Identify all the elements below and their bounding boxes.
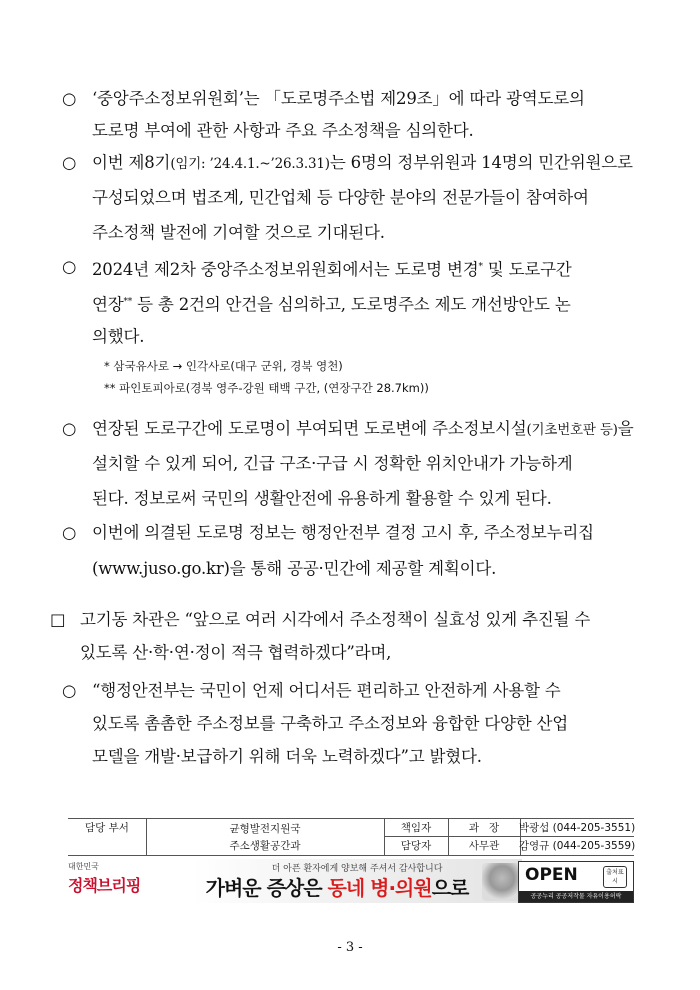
footer-banner <box>68 859 634 903</box>
text-line: 연장** 등 총 2건의 안건을 심의하고, 도로명주소 제도 개선방안도 논 <box>92 295 571 314</box>
dept-line-2: 주소생활공간과 <box>229 839 301 852</box>
policy-briefing-logo: 대한민국 정책브리핑 <box>68 862 141 895</box>
responsible-name: 박광섭 (044-205-3551) <box>518 822 636 834</box>
bullet-circle: ○ <box>62 153 77 172</box>
bullet-circle: ○ <box>62 523 77 542</box>
text-line: 주소정책 발전에 기여할 것으로 기대된다. <box>92 223 385 242</box>
text-line: 2024년 제2차 중앙주소정보위원회에서는 도로명 변경* 및 도로구간 <box>92 260 572 279</box>
footnote-2: ** 파인토피아로(경북 영주-강원 태백 구간, (연장구간 28.7km)) <box>104 381 429 395</box>
text-line: 모델을 개발·보급하기 위해 더욱 노력하겠다”고 밝혔다. <box>92 747 482 766</box>
campaign-ad <box>192 859 522 903</box>
contact-table <box>68 818 634 856</box>
text-line: 구성되었으며 법조계, 민간업체 등 다양한 분야의 전문가들이 참여하여 <box>92 188 589 207</box>
text-line: ‘중앙주소정보위원회’는 「도로명주소법 제29조」에 따라 광역도로의 <box>92 89 585 108</box>
dept-line-1: 균형발전지원국 <box>229 822 301 835</box>
bullet-circle: ○ <box>62 681 77 700</box>
text-line: 설치할 수 있게 되어, 긴급 구조·구급 시 정확한 위치안내가 가능하게 <box>92 454 573 473</box>
text-line: 있도록 산·학·연·정이 적극 협력하겠다”라며, <box>80 643 392 662</box>
attribution-icon: 출처표시 <box>603 866 627 888</box>
responsible-title: 과 장 <box>468 822 500 834</box>
text-line: “행정안전부는 국민이 언제 어디서든 편리하고 안전하게 사용할 수 <box>92 681 561 700</box>
text-line: 고기동 차관은 “앞으로 여러 시각에서 주소정책이 실효성 있게 추진될 수 <box>80 610 591 629</box>
ad-subtitle: 더 아픈 환자에게 양보해 주셔서 감사합니다 <box>271 864 443 874</box>
ad-photo-image <box>482 863 522 901</box>
responsible-label: 책임자 <box>400 822 432 834</box>
text-line: 된다. 정보로써 국민의 생활안전에 유용하게 활용할 수 있게 된다. <box>92 489 552 508</box>
manager-label: 담당자 <box>400 840 432 852</box>
ad-headline: 가벼운 증상은 동네 병·의원으로 <box>205 876 469 900</box>
text-line: 도로명 부여에 관한 사항과 주요 주소정책을 심의한다. <box>92 121 474 140</box>
text-line: 있도록 촘촘한 주소정보를 구축하고 주소정보와 융합한 다양한 산업 <box>92 714 569 733</box>
text-line: 이번에 의결된 도로명 정보는 행정안전부 결정 고시 후, 주소정보누리집 <box>92 523 594 542</box>
page-number: - 3 - <box>337 940 363 955</box>
manager-title: 사무관 <box>468 840 500 852</box>
footnote-1: * 삼국유사로 → 인각사로(대구 군위, 경북 영천) <box>104 359 343 373</box>
text-line: (www.juso.go.kr)을 통해 공공·민간에 제공할 계획이다. <box>92 559 497 578</box>
bullet-circle: ○ <box>62 419 77 438</box>
text-line: 의했다. <box>92 327 145 346</box>
open-license-logo: OPEN 출처표시 공공누리 공공저작물 자유이용허락 <box>518 861 634 903</box>
manager-name: 감영규 (044-205-3559) <box>518 840 636 852</box>
text-line: 이번 제8기(임기: ’24.4.1.~’26.3.31)는 6명의 정부위원과 14명의 민간위원으로 <box>92 153 633 172</box>
dept-label: 담당 부서 <box>85 822 129 834</box>
text-line: 연장된 도로구간에 도로명이 부여되면 도로변에 주소정보시설(기초번호판 등)을 <box>92 419 634 438</box>
bullet-square: □ <box>50 610 66 629</box>
bullet-circle: ○ <box>62 257 77 276</box>
bullet-circle: ○ <box>62 89 77 108</box>
